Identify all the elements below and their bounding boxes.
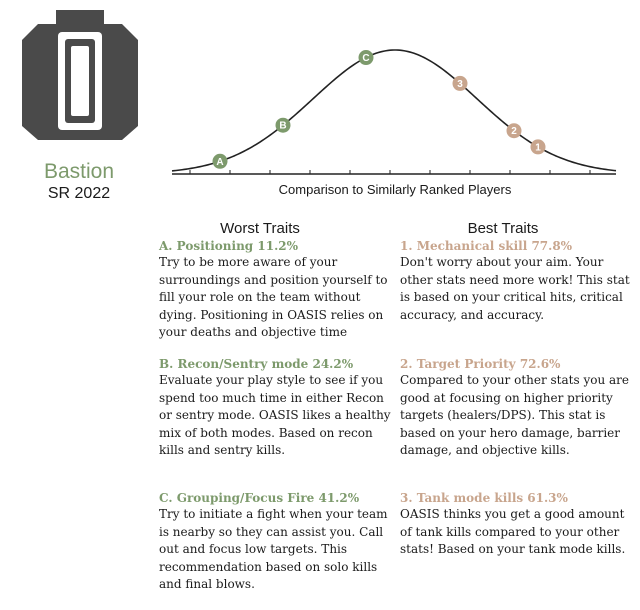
marker-label: 2 (511, 126, 517, 138)
best-trait-1 (400, 238, 632, 324)
trait-title: A. Positioning 11.2% (159, 239, 298, 253)
marker-label: A (216, 156, 224, 168)
trait-description: Try to be more aware of your surroundings and position yourself to fill your role on the team without dying. Positioning in OASIS relies on your deaths and objective time (159, 255, 388, 339)
curve-marker-c (359, 50, 374, 65)
marker-label: C (362, 53, 370, 65)
trait-title: C. Grouping/Focus Fire 41.2% (159, 491, 360, 505)
curve-marker-1 (531, 139, 546, 154)
trait-description: OASIS thinks you get a good amount of tank kills compared to your other stats! Based on your tank mode kills. (400, 507, 626, 556)
bell-curve-line (172, 50, 616, 171)
curve-marker-a (213, 154, 228, 169)
skill-rating: SR 2022 (47, 185, 111, 202)
curve-markers (213, 50, 546, 169)
curve-marker-b (276, 118, 291, 133)
worst-traits-heading: Worst Traits (220, 220, 300, 237)
marker-label: B (279, 120, 287, 132)
marker-label: 1 (535, 142, 541, 154)
trait-description: Compared to your other stats you are good at focusing on higher priority targets (healers/DPS). This stat is based on your hero damage, barrier damage, and objective kills. (400, 373, 629, 457)
trait-description: Try to initiate a fight when your team is nearby so they can assist you. Call out and focus low targets. This recommendation based on solo kills and final blows. (159, 507, 388, 591)
trait-title: B. Recon/Sentry mode 24.2% (159, 357, 354, 371)
bastion-hero-icon (18, 6, 142, 154)
chart-caption: Comparison to Similarly Ranked Players (278, 182, 512, 197)
best-traits-heading: Best Traits (467, 220, 539, 237)
best-trait-2 (400, 356, 632, 460)
trait-description: Don't worry about your aim. Your other stats need more work! This stat is based on your critical hits, critical accuracy, and accuracy. (400, 255, 630, 322)
curve-marker-3 (453, 76, 468, 91)
worst-trait-c (159, 490, 391, 594)
trait-title: 3. Tank mode kills 61.3% (400, 491, 568, 505)
curve-marker-2 (507, 123, 522, 138)
bell-curve-chart (160, 40, 630, 180)
best-trait-3 (400, 490, 632, 559)
trait-title: 2. Target Priority 72.6% (400, 357, 561, 371)
trait-description: Evaluate your play style to see if you spend too much time in either Recon or sentry mode. OASIS likes a healthy mix of both modes. Based on recon kills and sentry kills. (159, 373, 391, 457)
trait-title: 1. Mechanical skill 77.8% (400, 239, 573, 253)
worst-trait-b (159, 356, 391, 460)
worst-trait-a (159, 238, 391, 342)
marker-label: 3 (457, 78, 463, 90)
hero-name: Bastion (43, 160, 115, 183)
